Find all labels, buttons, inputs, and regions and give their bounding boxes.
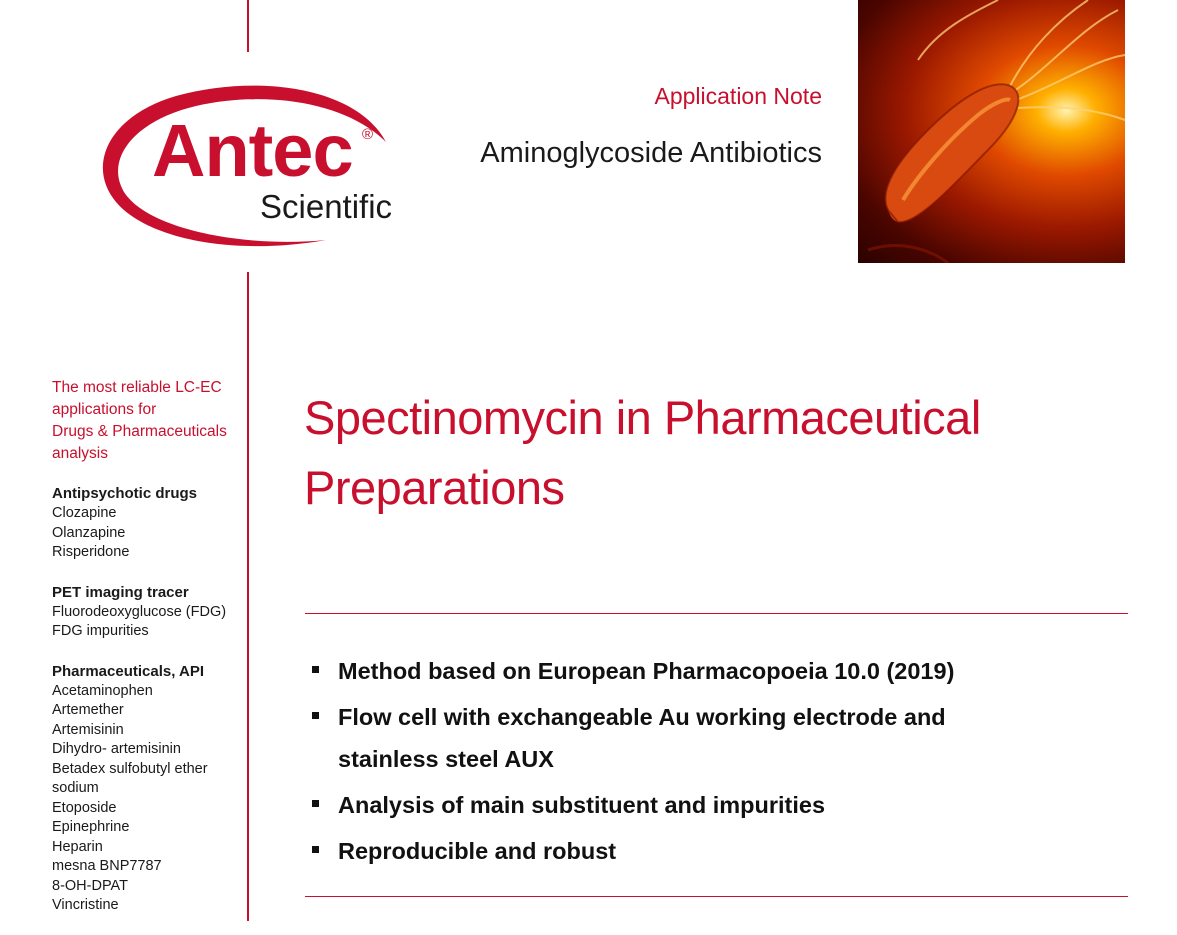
category-item: Vincristine: [52, 897, 119, 913]
logo-subtitle: Scientific: [260, 188, 393, 225]
page-title: [304, 383, 1064, 523]
tagline-line: applications for: [52, 401, 157, 418]
divider-bottom: [305, 896, 1128, 897]
document-subject: Aminoglycoside Antibiotics: [480, 137, 822, 169]
highlight-item: [310, 696, 1110, 780]
category-item: Artemether: [52, 702, 124, 718]
logo-wordmark: Antec: [152, 109, 353, 192]
title-line: Spectinomycin in Pharmaceutical: [304, 391, 981, 444]
bullet-square-icon: [312, 800, 319, 807]
highlight-text: Method based on European Pharmacopoeia 10.0 (2019): [338, 658, 955, 684]
tagline-line: The most reliable LC-EC: [52, 379, 222, 396]
hero-image: [858, 0, 1125, 263]
antec-logo: [96, 80, 406, 252]
vertical-divider: [247, 272, 249, 921]
category-item: Dihydro- artemisinin: [52, 741, 181, 757]
category-item: Betadex sulfobutyl ether: [52, 760, 208, 777]
category-item: 8-OH-DPAT: [52, 877, 128, 894]
sidebar: [52, 377, 242, 935]
tagline-line: Drugs & Pharmaceuticals: [52, 423, 227, 440]
category-item: FDG impurities: [52, 623, 149, 639]
category-item: sodium: [52, 780, 99, 796]
category-item: Fluorodeoxyglucose (FDG): [52, 603, 227, 620]
category-title: Pharmaceuticals, API: [52, 662, 205, 680]
vertical-divider-top: [247, 0, 249, 52]
highlight-text: Analysis of main substituent and impurities: [338, 792, 826, 818]
highlight-text: Reproducible and robust: [338, 838, 617, 864]
category-item: Artemisinin: [52, 721, 124, 738]
category-item: Heparin: [52, 838, 103, 855]
bacterium-icon: [858, 0, 1125, 263]
category-item: Epinephrine: [52, 819, 130, 835]
registered-mark: ®: [362, 126, 374, 143]
category-item: Acetaminophen: [52, 682, 153, 699]
category-item: mesna BNP7787: [52, 858, 162, 874]
tagline-line: analysis: [52, 445, 108, 462]
category-pet-imaging: [52, 582, 242, 642]
category-title: Antipsychotic drugs: [52, 485, 198, 502]
highlight-item: [310, 830, 1110, 872]
bullet-square-icon: [312, 846, 319, 853]
highlight-text: stainless steel AUX: [338, 746, 554, 772]
category-antipsychotic: [52, 483, 242, 563]
category-pharmaceuticals: [52, 661, 242, 916]
category-item: Olanzapine: [52, 524, 126, 541]
category-item: Risperidone: [52, 544, 130, 560]
category-item: Etoposide: [52, 799, 117, 816]
bullet-square-icon: [312, 666, 319, 673]
sidebar-tagline: [52, 377, 242, 465]
divider-top: [305, 613, 1128, 614]
title-line: Preparations: [304, 461, 565, 514]
highlights-list: [310, 650, 1110, 876]
highlight-text: Flow cell with exchangeable Au working electrode and: [338, 704, 946, 730]
category-title: PET imaging tracer: [52, 583, 189, 601]
bullet-square-icon: [312, 712, 319, 719]
highlight-item: [310, 650, 1110, 692]
highlight-item: [310, 784, 1110, 826]
category-item: Clozapine: [52, 505, 117, 521]
document-type: Application Note: [654, 83, 822, 109]
